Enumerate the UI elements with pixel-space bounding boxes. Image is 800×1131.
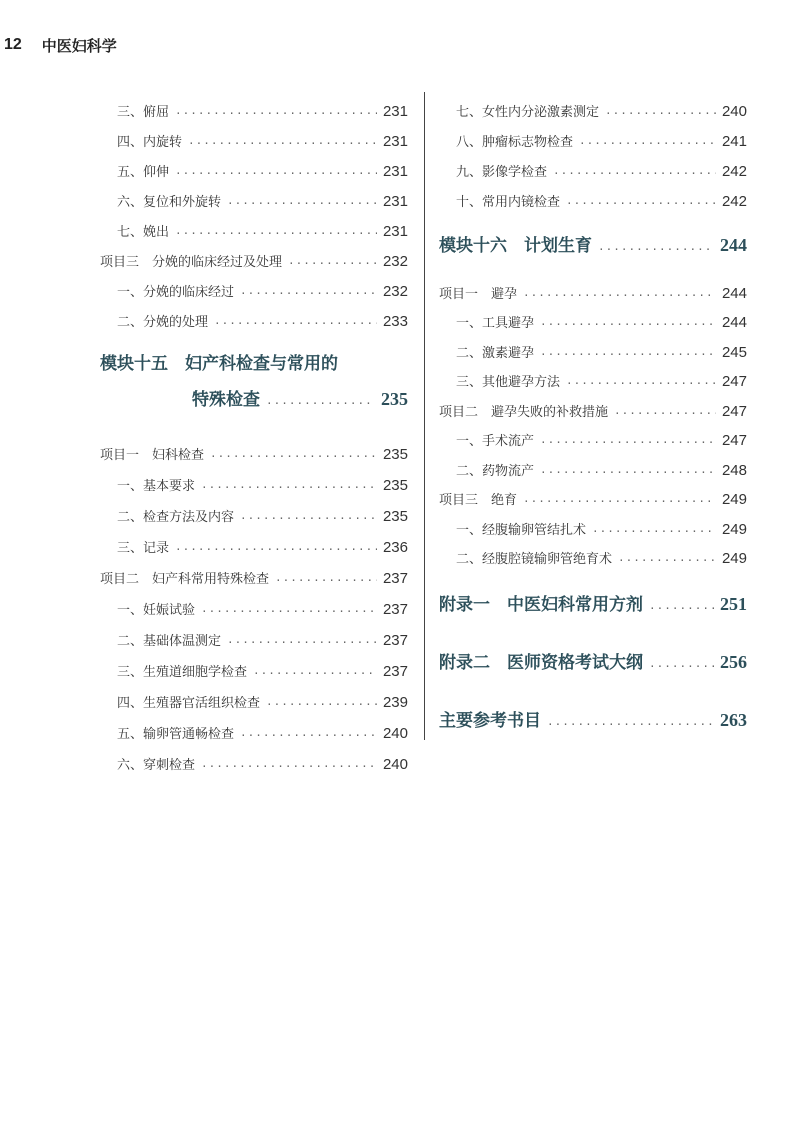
entry-label: 七、女性内分泌激素测定	[456, 105, 600, 120]
leader-dots	[288, 257, 377, 270]
leader-dots	[175, 227, 377, 240]
leader-dots	[240, 512, 377, 525]
entry-page-number: 231	[382, 193, 408, 210]
entry-page-number: 237	[382, 570, 408, 587]
leader-dots	[214, 317, 377, 330]
toc-sub-entry[interactable]	[439, 150, 747, 180]
entry-page-number: 240	[382, 725, 408, 742]
entry-label: 六、复位和外旋转	[117, 195, 222, 210]
toc-sub-entry[interactable]	[439, 90, 747, 120]
entry-label: 五、输卵管通畅检查	[117, 727, 235, 742]
module15-title-line2: 特殊检查	[192, 390, 260, 410]
entry-label: 四、内旋转	[117, 135, 183, 150]
entry-page-number: 242	[721, 163, 747, 180]
toc-sub-entry[interactable]	[439, 538, 747, 568]
module15-heading[interactable]	[100, 350, 408, 410]
entry-page-number: 249	[721, 520, 747, 538]
entry-label: 六、穿刺检查	[117, 758, 196, 773]
toc-sub-entry[interactable]	[439, 180, 747, 210]
leader-dots	[240, 287, 377, 300]
leader-dots	[201, 481, 377, 494]
entry-label: 一、工具避孕	[456, 316, 535, 331]
toc-sub-entry[interactable]	[100, 180, 408, 210]
entry-label: 八、肿瘤标志物检查	[456, 135, 574, 150]
entry-label: 一、经腹输卵管结扎术	[456, 522, 587, 538]
leader-dots	[614, 407, 716, 420]
leader-dots	[175, 107, 377, 120]
toc-item-entry[interactable]	[100, 556, 408, 587]
leader-dots	[188, 137, 377, 150]
toc-sub-entry[interactable]	[100, 120, 408, 150]
leader-dots	[566, 377, 716, 390]
entry-page-number: 235	[382, 508, 408, 525]
toc-sub-entry[interactable]	[100, 618, 408, 649]
entry-label: 二、基础体温测定	[117, 634, 222, 649]
entry-page-number: 233	[382, 313, 408, 330]
entry-label: 项目三 绝育	[439, 493, 518, 508]
module15-page: 235	[381, 389, 408, 409]
entry-page-number: 235	[382, 446, 408, 463]
entry-page-number: 241	[721, 133, 747, 150]
entry-page-number: 237	[382, 663, 408, 680]
toc-item-entry[interactable]	[100, 432, 408, 463]
entry-page-number: 235	[382, 477, 408, 494]
toc-right-column	[439, 90, 747, 731]
toc-sub-entry[interactable]	[100, 300, 408, 330]
entry-label: 二、检查方法及内容	[117, 510, 235, 525]
entry-page-number: 237	[382, 632, 408, 649]
entry-page-number: 249	[721, 491, 747, 508]
leader-dots	[201, 760, 377, 773]
leader-dots	[540, 436, 716, 449]
entry-label: 三、生殖道细胞学检查	[117, 665, 248, 680]
toc-sub-entry[interactable]	[439, 302, 747, 332]
toc-item-entry[interactable]	[439, 390, 747, 420]
toc-left-column	[100, 90, 408, 773]
leader-dots	[227, 197, 377, 210]
toc-sub-entry[interactable]	[100, 210, 408, 240]
leader-dots	[553, 167, 716, 180]
leader-dots	[566, 197, 716, 210]
toc-item-entry[interactable]	[439, 479, 747, 509]
entry-label: 项目二 避孕失败的补救措施	[439, 404, 609, 420]
entry-label: 二、分娩的处理	[117, 315, 209, 330]
entry-label: 项目二 妇产科常用特殊检查	[100, 572, 270, 587]
entry-label: 项目三 分娩的临床经过及处理	[100, 255, 283, 270]
toc-sub-entry[interactable]	[439, 120, 747, 150]
entry-page-number: 245	[721, 343, 747, 361]
appendix1-page: 251	[720, 594, 747, 614]
leader-dots	[649, 660, 714, 673]
entry-page-number: 236	[382, 539, 408, 556]
entry-page-number: 244	[721, 314, 747, 331]
leader-dots	[240, 729, 377, 742]
leader-dots	[540, 348, 716, 361]
module16-heading[interactable]	[439, 226, 747, 256]
entry-page-number: 237	[382, 601, 408, 618]
leader-dots	[547, 718, 714, 731]
toc-sub-entry[interactable]	[100, 680, 408, 711]
appendix1-title: 附录一 中医妇科常用方剂	[439, 595, 643, 615]
toc-sub-entry[interactable]	[439, 331, 747, 361]
toc-sub-entry[interactable]	[100, 463, 408, 494]
module16-title: 模块十六 计划生育	[439, 236, 592, 256]
entry-label: 三、其他避孕方法	[456, 375, 561, 390]
appendix1-entry[interactable]	[439, 585, 747, 615]
references-entry[interactable]	[439, 701, 747, 731]
leader-dots	[210, 450, 377, 463]
leader-dots	[227, 636, 377, 649]
leader-dots	[618, 554, 716, 567]
toc-sub-entry[interactable]	[100, 587, 408, 618]
leader-dots	[605, 107, 716, 120]
entry-page-number: 240	[382, 756, 408, 773]
entry-page-number: 240	[721, 103, 747, 120]
toc-item-entry[interactable]	[439, 272, 747, 302]
toc-item-entry[interactable]	[100, 240, 408, 270]
entry-page-number: 242	[721, 193, 747, 210]
book-title: 中医妇科学	[41, 36, 117, 55]
leader-dots	[201, 605, 377, 618]
entry-label: 项目一 妇科检查	[100, 448, 205, 463]
entry-label: 七、娩出	[117, 225, 170, 240]
entry-label: 项目一 避孕	[439, 286, 518, 302]
appendix2-title: 附录二 医师资格考试大纲	[439, 653, 643, 673]
entry-page-number: 244	[721, 284, 747, 302]
entry-label: 三、俯屈	[117, 105, 170, 120]
entry-page-number: 239	[382, 694, 408, 711]
leader-dots	[175, 167, 377, 180]
module16-page: 244	[720, 235, 747, 255]
toc-sub-entry[interactable]	[100, 525, 408, 556]
entry-page-number: 231	[382, 223, 408, 240]
toc-sub-entry[interactable]	[100, 649, 408, 680]
references-page: 263	[720, 710, 747, 730]
entry-label: 二、经腹腔镜输卵管绝育术	[456, 552, 613, 567]
appendix2-page: 256	[720, 652, 747, 672]
toc-sub-entry[interactable]	[100, 494, 408, 525]
leader-dots	[649, 602, 714, 615]
page-header	[0, 33, 117, 57]
leader-dots	[540, 466, 716, 479]
entry-page-number: 232	[382, 253, 408, 270]
entry-page-number: 249	[721, 550, 747, 567]
entry-label: 二、药物流产	[456, 463, 535, 479]
entry-page-number: 247	[721, 373, 747, 390]
entry-page-number: 247	[721, 402, 747, 420]
entry-label: 四、生殖器官活组织检查	[117, 696, 261, 711]
leader-dots	[598, 243, 714, 256]
leader-dots	[175, 543, 377, 556]
entry-label: 九、影像学检查	[456, 165, 548, 180]
leader-dots	[523, 495, 716, 508]
leader-dots	[253, 667, 377, 680]
module15-title-line1: 模块十五 妇产科检查与常用的	[100, 354, 338, 374]
entry-page-number: 231	[382, 133, 408, 150]
toc-sub-entry[interactable]	[100, 711, 408, 742]
toc-sub-entry[interactable]	[100, 270, 408, 300]
toc-sub-entry[interactable]	[100, 742, 408, 773]
entry-label: 一、基本要求	[117, 479, 196, 494]
page-number: 12	[4, 36, 22, 53]
leader-dots	[579, 137, 716, 150]
references-title: 主要参考书目	[439, 711, 541, 731]
entry-label: 一、手术流产	[456, 434, 535, 449]
leader-dots	[266, 698, 377, 711]
toc-sub-entry[interactable]	[439, 449, 747, 479]
entry-page-number: 247	[721, 432, 747, 449]
toc-sub-entry[interactable]	[439, 361, 747, 391]
toc-sub-entry[interactable]	[100, 150, 408, 180]
column-divider	[424, 92, 425, 740]
leader-dots	[275, 574, 377, 587]
entry-page-number: 248	[721, 461, 747, 479]
entry-page-number: 231	[382, 163, 408, 180]
leader-dots	[592, 525, 716, 538]
entry-label: 二、激素避孕	[456, 345, 535, 361]
toc-sub-entry[interactable]	[100, 90, 408, 120]
entry-page-number: 231	[382, 103, 408, 120]
entry-label: 五、仰伸	[117, 165, 170, 180]
leader-dots	[266, 397, 375, 410]
entry-page-number: 232	[382, 283, 408, 300]
entry-label: 三、记录	[117, 541, 170, 556]
appendix2-entry[interactable]	[439, 643, 747, 673]
entry-label: 一、分娩的临床经过	[117, 285, 235, 300]
entry-label: 一、妊娠试验	[117, 603, 196, 618]
toc-sub-entry[interactable]	[439, 508, 747, 538]
toc-sub-entry[interactable]	[439, 420, 747, 450]
leader-dots	[523, 289, 716, 302]
entry-label: 十、常用内镜检查	[456, 195, 561, 210]
leader-dots	[540, 318, 716, 331]
